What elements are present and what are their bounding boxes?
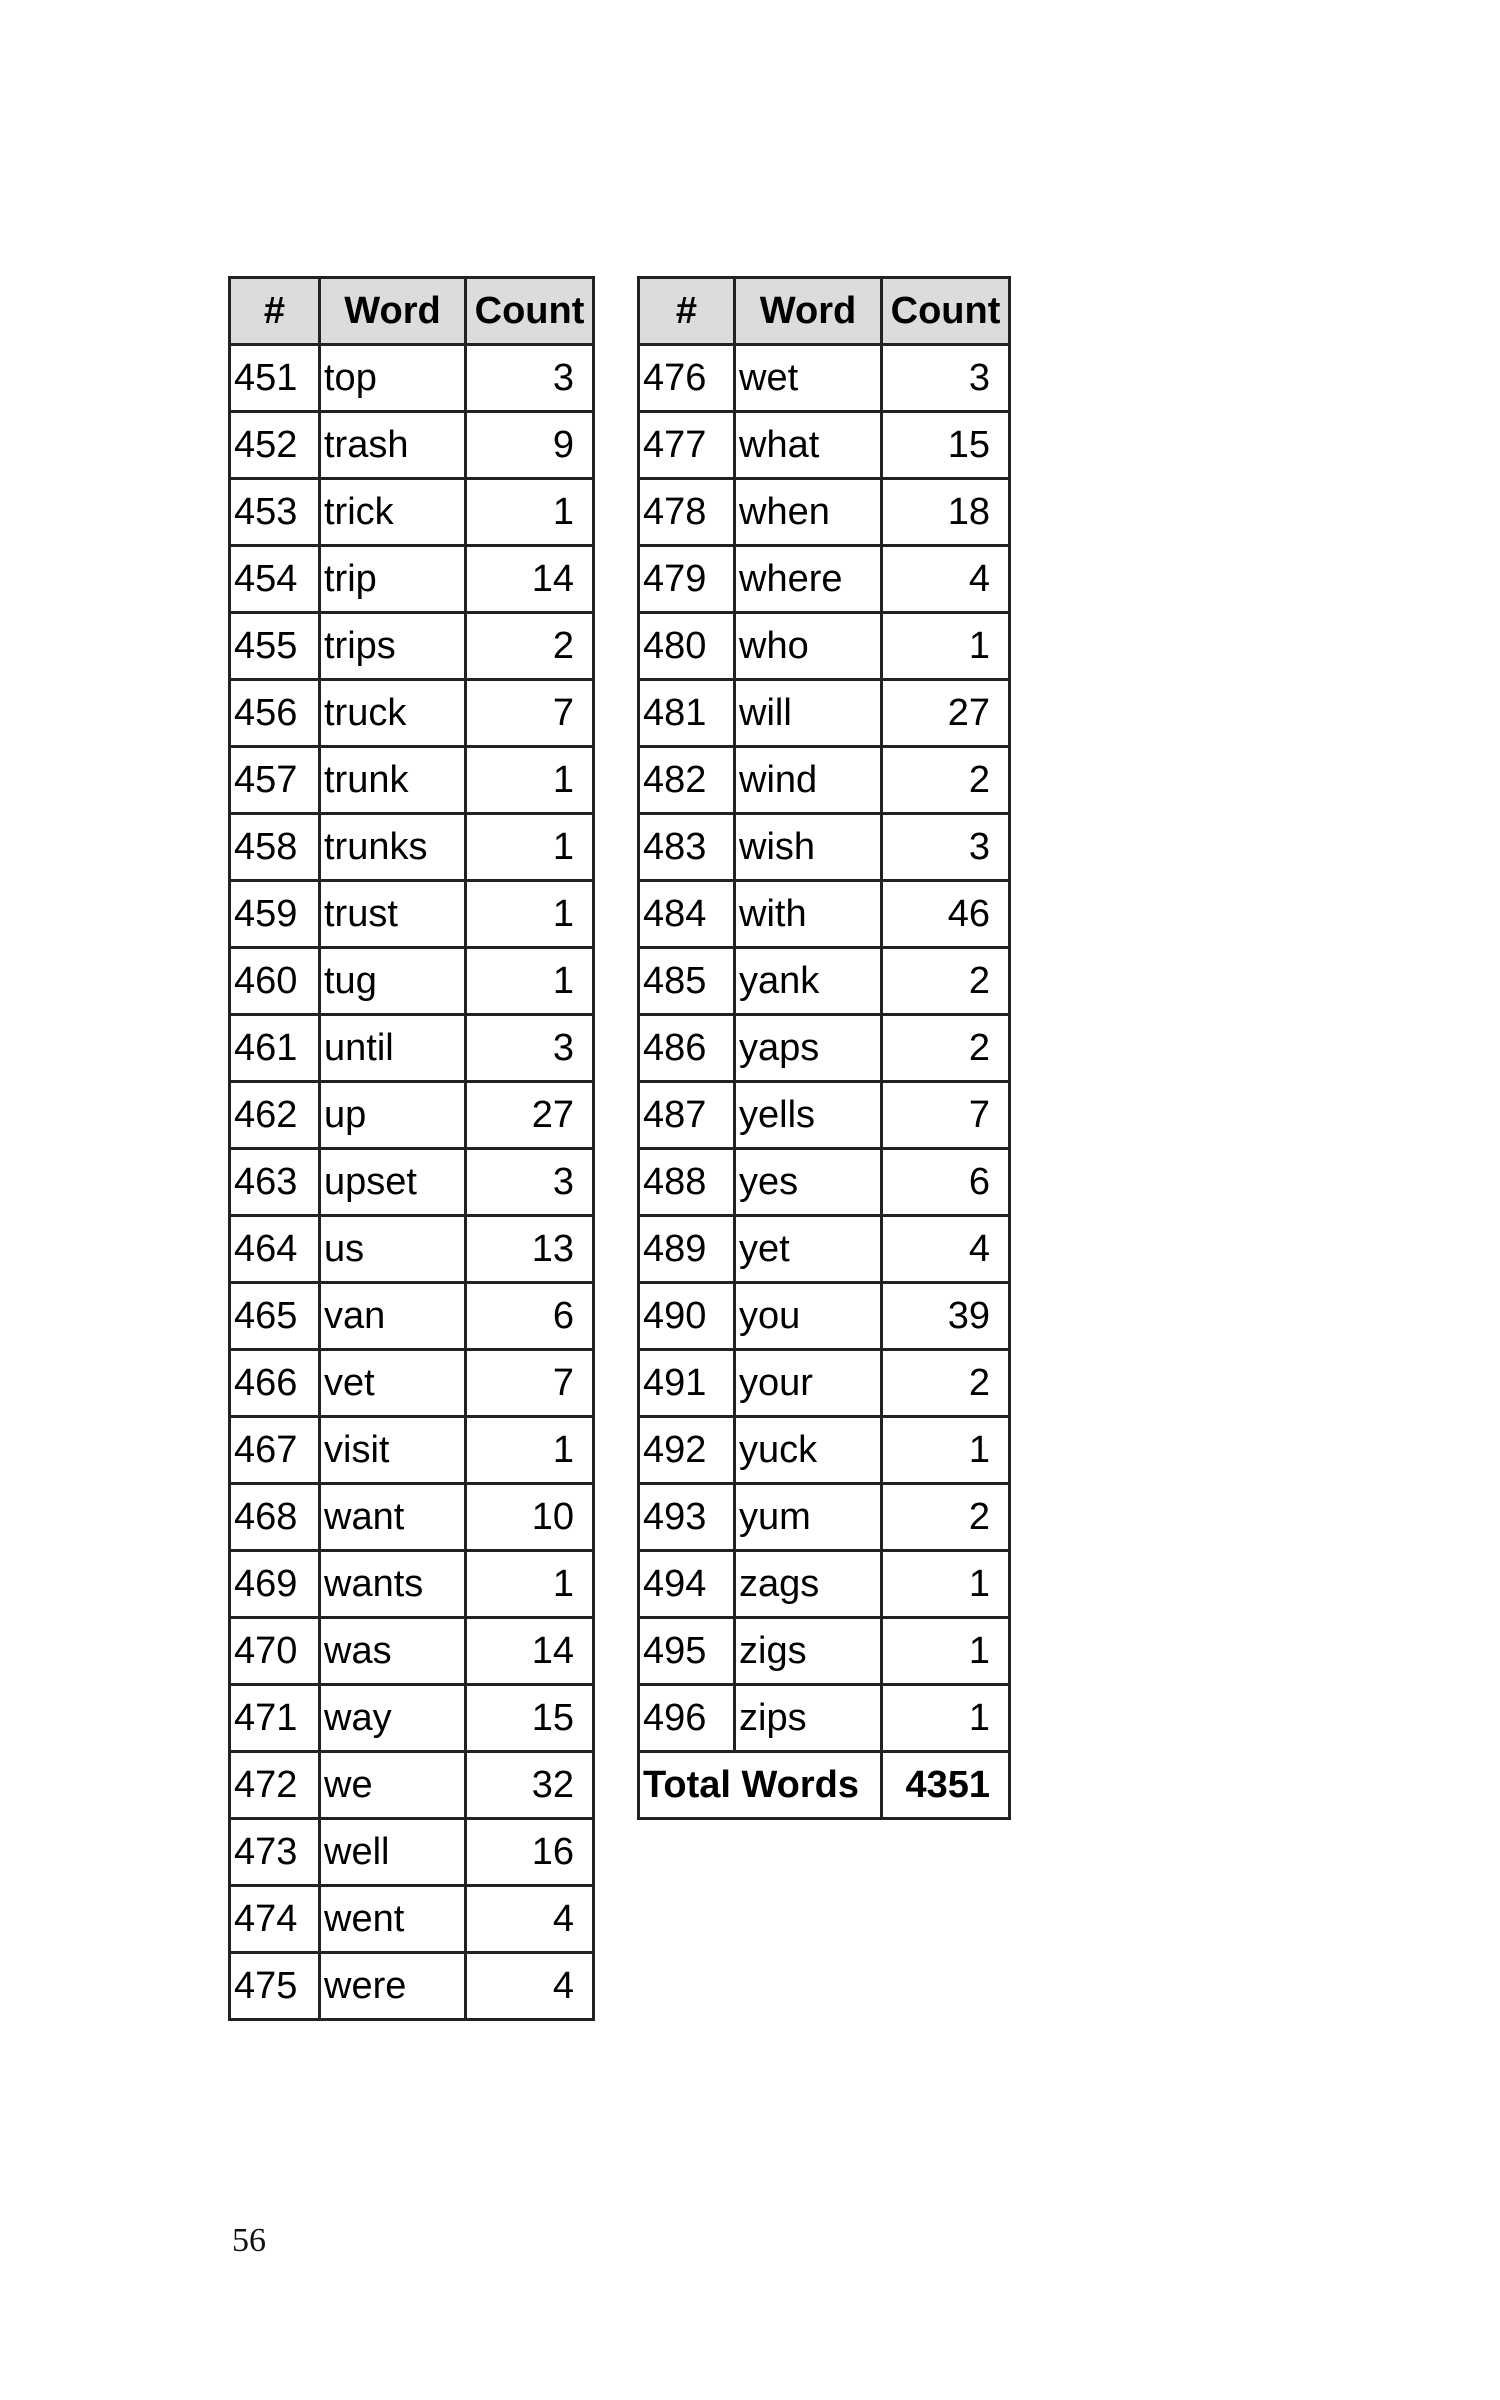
table-row xyxy=(639,1149,1010,1216)
row-word: trunks xyxy=(320,814,466,881)
table-row xyxy=(230,1015,594,1082)
table-row xyxy=(230,680,594,747)
row-number: 451 xyxy=(230,345,320,412)
row-word: trunk xyxy=(320,747,466,814)
row-count: 7 xyxy=(466,1350,594,1417)
table-row xyxy=(230,412,594,479)
row-count: 1 xyxy=(882,613,1010,680)
row-word: trips xyxy=(320,613,466,680)
row-word: tug xyxy=(320,948,466,1015)
row-number: 458 xyxy=(230,814,320,881)
row-count: 1 xyxy=(466,881,594,948)
row-number: 470 xyxy=(230,1618,320,1685)
table-row xyxy=(230,1283,594,1350)
row-count: 1 xyxy=(466,479,594,546)
row-count: 3 xyxy=(466,345,594,412)
row-word: top xyxy=(320,345,466,412)
row-word: was xyxy=(320,1618,466,1685)
row-number: 471 xyxy=(230,1685,320,1752)
table-row xyxy=(639,1484,1010,1551)
row-count: 39 xyxy=(882,1283,1010,1350)
row-number: 468 xyxy=(230,1484,320,1551)
table-row xyxy=(639,546,1010,613)
row-number: 455 xyxy=(230,613,320,680)
table-row xyxy=(639,479,1010,546)
row-count: 2 xyxy=(882,1350,1010,1417)
word-count-table-left xyxy=(228,276,595,2021)
row-word: you xyxy=(735,1283,882,1350)
row-number: 459 xyxy=(230,881,320,948)
row-count: 7 xyxy=(466,680,594,747)
row-number: 469 xyxy=(230,1551,320,1618)
table-row xyxy=(639,1283,1010,1350)
table-row xyxy=(230,1752,594,1819)
row-word: what xyxy=(735,412,882,479)
row-word: zags xyxy=(735,1551,882,1618)
row-word: went xyxy=(320,1886,466,1953)
table-row xyxy=(230,1484,594,1551)
row-count: 3 xyxy=(466,1149,594,1216)
row-number: 474 xyxy=(230,1886,320,1953)
table-row xyxy=(230,747,594,814)
row-number: 473 xyxy=(230,1819,320,1886)
row-word: where xyxy=(735,546,882,613)
table-row xyxy=(639,1015,1010,1082)
row-count: 10 xyxy=(466,1484,594,1551)
row-number: 479 xyxy=(639,546,735,613)
table-row xyxy=(639,1551,1010,1618)
header-number: # xyxy=(230,278,320,345)
row-number: 475 xyxy=(230,1953,320,2020)
row-count: 2 xyxy=(882,948,1010,1015)
table-row xyxy=(639,1417,1010,1484)
header-count: Count xyxy=(882,278,1010,345)
row-word: yum xyxy=(735,1484,882,1551)
table-row xyxy=(230,814,594,881)
table-row xyxy=(230,1216,594,1283)
table-row xyxy=(230,948,594,1015)
row-count: 15 xyxy=(466,1685,594,1752)
row-word: will xyxy=(735,680,882,747)
row-word: trust xyxy=(320,881,466,948)
row-number: 493 xyxy=(639,1484,735,1551)
row-word: yells xyxy=(735,1082,882,1149)
row-word: who xyxy=(735,613,882,680)
row-count: 3 xyxy=(466,1015,594,1082)
row-number: 464 xyxy=(230,1216,320,1283)
row-number: 494 xyxy=(639,1551,735,1618)
row-count: 1 xyxy=(466,814,594,881)
row-number: 484 xyxy=(639,881,735,948)
row-word: wish xyxy=(735,814,882,881)
table-row xyxy=(230,1953,594,2020)
row-count: 18 xyxy=(882,479,1010,546)
word-count-table-right xyxy=(637,276,1011,1820)
row-count: 46 xyxy=(882,881,1010,948)
header-word: Word xyxy=(320,278,466,345)
row-number: 477 xyxy=(639,412,735,479)
header-word: Word xyxy=(735,278,882,345)
row-word: up xyxy=(320,1082,466,1149)
row-number: 486 xyxy=(639,1015,735,1082)
table-row xyxy=(639,1685,1010,1752)
row-word: yet xyxy=(735,1216,882,1283)
table-row xyxy=(230,479,594,546)
row-count: 3 xyxy=(882,345,1010,412)
row-word: wind xyxy=(735,747,882,814)
table-row xyxy=(639,680,1010,747)
row-word: visit xyxy=(320,1417,466,1484)
table-row xyxy=(230,1819,594,1886)
row-number: 465 xyxy=(230,1283,320,1350)
table-row xyxy=(639,814,1010,881)
row-count: 6 xyxy=(466,1283,594,1350)
row-count: 2 xyxy=(882,747,1010,814)
table-row xyxy=(230,1618,594,1685)
row-count: 1 xyxy=(882,1618,1010,1685)
table-row xyxy=(230,345,594,412)
row-count: 4 xyxy=(466,1886,594,1953)
row-count: 4 xyxy=(882,546,1010,613)
row-count: 1 xyxy=(466,747,594,814)
row-word: yank xyxy=(735,948,882,1015)
row-count: 2 xyxy=(882,1015,1010,1082)
table-row xyxy=(639,747,1010,814)
row-count: 7 xyxy=(882,1082,1010,1149)
row-number: 496 xyxy=(639,1685,735,1752)
table-row xyxy=(230,1350,594,1417)
row-count: 3 xyxy=(882,814,1010,881)
row-word: when xyxy=(735,479,882,546)
header-count: Count xyxy=(466,278,594,345)
row-number: 483 xyxy=(639,814,735,881)
row-number: 481 xyxy=(639,680,735,747)
row-number: 482 xyxy=(639,747,735,814)
row-word: trip xyxy=(320,546,466,613)
row-number: 457 xyxy=(230,747,320,814)
table-row xyxy=(639,1350,1010,1417)
row-number: 452 xyxy=(230,412,320,479)
row-count: 1 xyxy=(882,1417,1010,1484)
table-row xyxy=(230,613,594,680)
row-count: 1 xyxy=(882,1685,1010,1752)
row-number: 492 xyxy=(639,1417,735,1484)
row-number: 466 xyxy=(230,1350,320,1417)
row-word: trash xyxy=(320,412,466,479)
row-count: 1 xyxy=(882,1551,1010,1618)
header-number: # xyxy=(639,278,735,345)
row-count: 14 xyxy=(466,546,594,613)
row-number: 480 xyxy=(639,613,735,680)
table-row xyxy=(230,1886,594,1953)
row-word: way xyxy=(320,1685,466,1752)
header-row xyxy=(230,278,594,345)
table-row xyxy=(230,881,594,948)
row-number: 495 xyxy=(639,1618,735,1685)
row-count: 2 xyxy=(466,613,594,680)
table-row xyxy=(639,345,1010,412)
row-count: 6 xyxy=(882,1149,1010,1216)
row-count: 1 xyxy=(466,948,594,1015)
table-row xyxy=(230,1149,594,1216)
row-number: 489 xyxy=(639,1216,735,1283)
table-row xyxy=(639,1216,1010,1283)
table-row xyxy=(639,1082,1010,1149)
row-word: your xyxy=(735,1350,882,1417)
table-row xyxy=(230,1685,594,1752)
row-word: wet xyxy=(735,345,882,412)
row-number: 487 xyxy=(639,1082,735,1149)
row-count: 27 xyxy=(466,1082,594,1149)
row-number: 472 xyxy=(230,1752,320,1819)
total-words-label: Total Words xyxy=(639,1752,882,1819)
row-number: 463 xyxy=(230,1149,320,1216)
table-row xyxy=(230,1551,594,1618)
row-word: want xyxy=(320,1484,466,1551)
row-number: 461 xyxy=(230,1015,320,1082)
row-word: until xyxy=(320,1015,466,1082)
row-count: 1 xyxy=(466,1417,594,1484)
row-word: vet xyxy=(320,1350,466,1417)
row-count: 14 xyxy=(466,1618,594,1685)
row-count: 9 xyxy=(466,412,594,479)
row-word: van xyxy=(320,1283,466,1350)
row-count: 4 xyxy=(882,1216,1010,1283)
total-row xyxy=(639,1752,1010,1819)
table-row xyxy=(639,881,1010,948)
row-number: 478 xyxy=(639,479,735,546)
row-count: 13 xyxy=(466,1216,594,1283)
row-word: yuck xyxy=(735,1417,882,1484)
row-word: wants xyxy=(320,1551,466,1618)
header-row xyxy=(639,278,1010,345)
row-count: 15 xyxy=(882,412,1010,479)
table-row xyxy=(639,1618,1010,1685)
row-word: well xyxy=(320,1819,466,1886)
total-words-value: 4351 xyxy=(882,1752,1010,1819)
row-number: 462 xyxy=(230,1082,320,1149)
row-word: zigs xyxy=(735,1618,882,1685)
row-word: us xyxy=(320,1216,466,1283)
row-number: 456 xyxy=(230,680,320,747)
row-number: 467 xyxy=(230,1417,320,1484)
row-number: 485 xyxy=(639,948,735,1015)
table-row xyxy=(639,412,1010,479)
row-count: 4 xyxy=(466,1953,594,2020)
table-row xyxy=(639,948,1010,1015)
row-number: 476 xyxy=(639,345,735,412)
table-row xyxy=(230,1082,594,1149)
row-number: 453 xyxy=(230,479,320,546)
row-count: 32 xyxy=(466,1752,594,1819)
row-word: with xyxy=(735,881,882,948)
row-word: trick xyxy=(320,479,466,546)
row-number: 460 xyxy=(230,948,320,1015)
row-word: truck xyxy=(320,680,466,747)
row-word: yaps xyxy=(735,1015,882,1082)
row-number: 488 xyxy=(639,1149,735,1216)
row-count: 2 xyxy=(882,1484,1010,1551)
row-count: 16 xyxy=(466,1819,594,1886)
row-number: 491 xyxy=(639,1350,735,1417)
row-word: zips xyxy=(735,1685,882,1752)
table-row xyxy=(230,546,594,613)
row-number: 490 xyxy=(639,1283,735,1350)
row-word: we xyxy=(320,1752,466,1819)
row-word: yes xyxy=(735,1149,882,1216)
row-count: 27 xyxy=(882,680,1010,747)
row-count: 1 xyxy=(466,1551,594,1618)
row-number: 454 xyxy=(230,546,320,613)
table-row xyxy=(230,1417,594,1484)
row-word: upset xyxy=(320,1149,466,1216)
page-number: 56 xyxy=(232,2222,266,2259)
table-row xyxy=(639,613,1010,680)
row-word: were xyxy=(320,1953,466,2020)
